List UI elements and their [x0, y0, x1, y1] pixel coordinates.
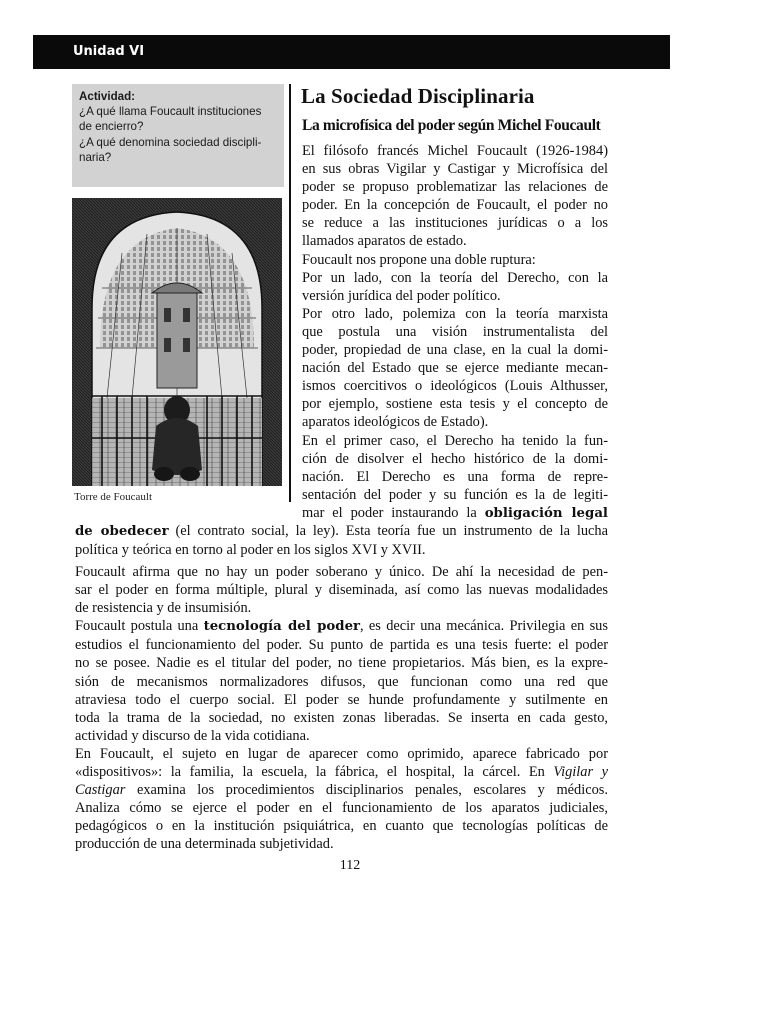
- text-line: estudios el funcionamiento del poder. Su punto de partida es una tesis fuerte: el poder: [75, 637, 608, 654]
- text-span: , es decir una mecánica. Privilegia en sus: [360, 618, 608, 635]
- text-line: política y teórica en torno al poder en los siglos XVI y XVII.: [75, 542, 426, 559]
- bold-term-obligacion: obligación legal: [484, 505, 608, 521]
- article-title: La Sociedad Disciplinaria: [301, 84, 535, 108]
- activity-box: [72, 84, 284, 187]
- text-line: producción de una determinada subjetividad.: [75, 836, 334, 853]
- text-span: (el contrato social, la ley). Esta teoría fue un instrumento de la lucha: [168, 523, 608, 539]
- text-line: [75, 781, 608, 799]
- text-line: Analiza cómo se ejerce el poder en el funcionamiento de los aparatos judiciales,: [75, 800, 608, 817]
- bold-term-obedecer: de obedecer: [75, 524, 169, 539]
- text-line: nación del Estado que se ejerce mediante mecan-: [302, 360, 608, 377]
- text-line: Foucault nos propone una doble ruptura:: [302, 251, 536, 268]
- activity-line: ¿A qué llama Foucault instituciones: [79, 105, 262, 119]
- activity-line: de encierro?: [79, 120, 144, 134]
- text-line: sar el poder en forma múltiple, plural y diseminada, así como las nuevas modalidades: [75, 582, 608, 599]
- unit-header-bar: [33, 35, 670, 69]
- text-line: de resistencia y de insumisión.: [75, 600, 252, 617]
- unit-label: Unidad VI: [73, 44, 145, 59]
- text-line: Por un lado, con la teoría del Derecho, con la: [302, 269, 608, 286]
- text-line: atraviesa todo el cuerpo social. El poder se hunde profundamente y sutilmente en: [75, 691, 608, 708]
- text-line: poder se propuso problematizar las relaciones de: [302, 179, 608, 196]
- text-line: Por otro lado, polemiza con la teoría marxista: [302, 305, 608, 322]
- activity-title: Actividad:: [79, 90, 136, 103]
- text-line: sentación del poder y su función es la de legiti-: [302, 486, 608, 503]
- text-line: llamados aparatos de estado.: [302, 233, 467, 250]
- paragraph-intro: [302, 142, 608, 523]
- text-line: Foucault afirma que no hay un poder soberano y único. De ahí la necesidad de pen-: [75, 564, 608, 580]
- text-line: que postula una visión instrumentalista del: [302, 323, 608, 340]
- panopticon-illustration: [72, 198, 282, 486]
- column-divider: [289, 84, 291, 502]
- text-line: se reduce a las instituciones jurídicas o a los: [302, 215, 608, 232]
- text-line: ción de disolver el hecho histórico de la domi-: [302, 450, 608, 467]
- text-span: «dispositivos»: la familia, la escuela, la fábrica, el hospital, la cárcel. En: [75, 764, 554, 781]
- figure-caption: Torre de Foucault: [74, 491, 153, 503]
- text-span: mar el poder instaurando la: [302, 504, 485, 521]
- text-line: por ejemplo, sostiene esta tesis y el concepto de: [302, 396, 608, 413]
- page-number: 112: [339, 858, 361, 873]
- text-line: ismos coercitivos o ideológicos (Louis Althusser,: [302, 378, 608, 395]
- text-line: [75, 522, 608, 541]
- text-line: [75, 617, 608, 636]
- paragraph-continuation: [75, 522, 608, 559]
- text-line: poder. En la concepción de Foucault, el poder no: [302, 197, 608, 214]
- text-line: En Foucault, el sujeto en lugar de aparecer como oprimido, aparece fabricado por: [75, 745, 608, 762]
- text-line: [302, 504, 608, 523]
- text-line: pedagógicos o en la institución psiquiátrica, en cuanto que tecnologías políticas de: [75, 818, 608, 835]
- text-span: Foucault postula una: [75, 618, 204, 635]
- text-line: aparatos ideológicos de Estado).: [302, 414, 489, 431]
- text-line: En el primer caso, el Derecho ha tenido la fun-: [302, 432, 608, 449]
- text-line: versión jurídica del poder político.: [302, 287, 501, 304]
- activity-line: ¿A qué denomina sociedad discipli-: [79, 135, 262, 149]
- italic-title-vigilar: Vigilar y: [553, 764, 608, 781]
- text-line: [75, 763, 608, 781]
- text-line: poder, propiedad de una clase, en la cual la domi-: [302, 342, 608, 359]
- text-line: actividad y discurso de la vida cotidiana.: [75, 727, 310, 744]
- text-line: sión de mecanismos normalizadores difusos, que funcionan como una red que: [75, 673, 608, 690]
- text-span: examina los procedimientos disciplinarios penales, escolares y médicos.: [125, 782, 608, 799]
- italic-title-castigar: Castigar: [75, 782, 126, 799]
- text-line: toda la trama de la sociedad, no existen zonas liberadas. Se inserta en cada gesto,: [75, 709, 608, 726]
- text-line: El filósofo francés Michel Foucault (1926-1984): [302, 143, 608, 159]
- text-line: en sus obras Vigilar y Castigar y Microfísica del: [302, 161, 608, 178]
- article-subtitle: La microfísica del poder según Michel Foucault: [302, 117, 601, 134]
- bold-term-tecnologia: tecnología del poder: [203, 619, 361, 635]
- paragraph-soberano: [75, 563, 608, 854]
- text-line: no se posee. Nadie es el titular del poder, no tiene propietarios. Más bien, es la expre-: [75, 655, 608, 672]
- text-line: nación. El Derecho es una forma de repre-: [302, 468, 608, 485]
- activity-line: naria?: [79, 150, 112, 164]
